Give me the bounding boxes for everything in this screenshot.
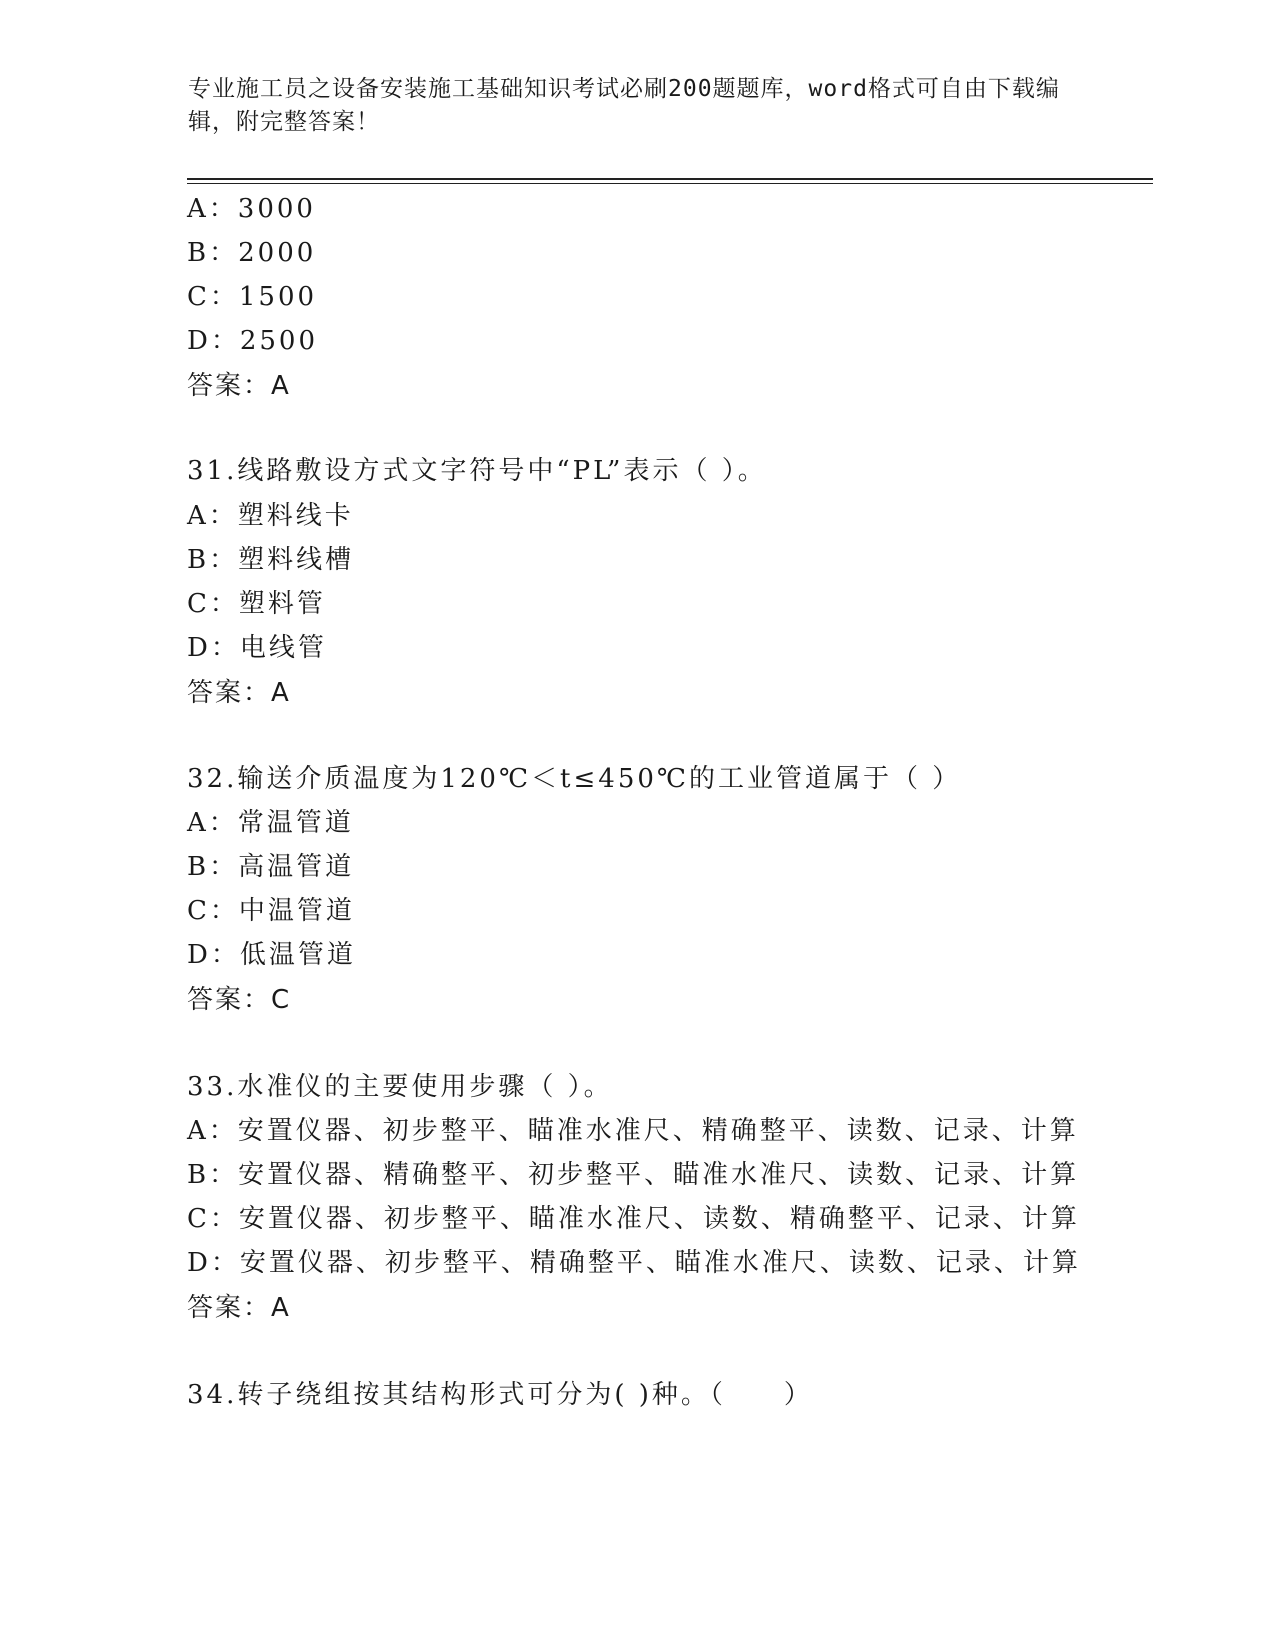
q31-option-d: D：电线管 xyxy=(187,633,327,663)
q30-option-d: D：2500 xyxy=(187,326,319,356)
q32-option-a: A：常温管道 xyxy=(187,808,354,838)
q31-option-c: C：塑料管 xyxy=(187,589,326,619)
header-divider-thin xyxy=(187,183,1153,184)
q32-option-b: B：高温管道 xyxy=(187,852,355,882)
q30-option-a: A：3000 xyxy=(187,194,316,224)
q33-option-b: B：安置仪器、精确整平、初步整平、瞄准水准尺、读数、记录、计算 xyxy=(187,1160,1080,1190)
q32-question: 32.输送介质温度为120℃＜t≤450℃的工业管道属于（ ） xyxy=(187,764,962,794)
document-header: 专业施工员之设备安装施工基础知识考试必刷200题题库，word格式可自由下载编辑，附完整答案！ xyxy=(188,76,1060,135)
header-divider xyxy=(187,178,1153,180)
q32-option-c: C：中温管道 xyxy=(187,896,355,926)
q31-option-b: B：塑料线槽 xyxy=(187,545,355,575)
q33-option-c: C：安置仪器、初步整平、瞄准水准尺、读数、精确整平、记录、计算 xyxy=(187,1204,1080,1234)
q32-answer: 答案：C xyxy=(187,985,292,1015)
q31-answer: 答案：A xyxy=(187,678,291,708)
q31-option-a: A：塑料线卡 xyxy=(187,501,354,531)
q33-answer: 答案：A xyxy=(187,1293,291,1323)
q33-question: 33.水准仪的主要使用步骤（ ）。 xyxy=(187,1072,613,1102)
q32-option-d: D：低温管道 xyxy=(187,940,356,970)
q34-question: 34.转子绕组按其结构形式可分为( )种。（ ） xyxy=(187,1380,813,1410)
q33-option-d: D：安置仪器、初步整平、精确整平、瞄准水准尺、读数、记录、计算 xyxy=(187,1248,1081,1278)
q30-option-c: C：1500 xyxy=(187,282,318,312)
q30-answer: 答案：A xyxy=(187,371,291,401)
q31-question: 31.线路敷设方式文字符号中“PL”表示（ ）。 xyxy=(187,456,767,486)
q30-option-b: B：2000 xyxy=(187,238,317,268)
q33-option-a: A：安置仪器、初步整平、瞄准水准尺、精确整平、读数、记录、计算 xyxy=(187,1116,1079,1146)
